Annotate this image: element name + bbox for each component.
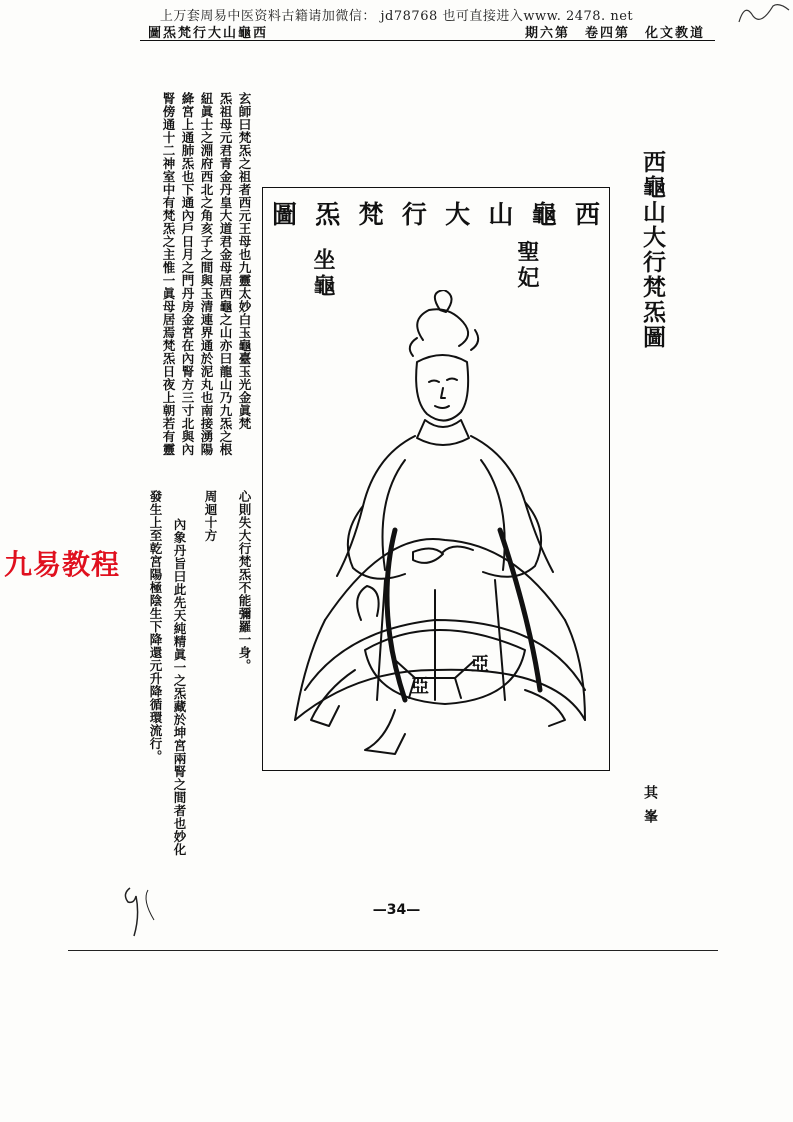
text-column-2: 炁祖母元君青金丹皇大道君金母居西龜之山亦曰龍山乃九炁之根 [218, 92, 233, 456]
plate-title [272, 195, 602, 231]
figure-mark: 亞 [471, 654, 489, 675]
text-column-4: 絳宮上通肺炁也下通內戶日月之門丹房金宮在內腎方三寸北與內 [180, 92, 195, 456]
running-header-issue: 期六第 卷四第 化文教道 [525, 26, 706, 41]
watermark-text: 上万套周易中医资料古籍请加微信： jd78768 也可直接进入www. 2478. net [159, 9, 634, 24]
header-rule [140, 40, 715, 41]
text-column-6: 心則失大行梵炁不能彌羅一身。 [237, 490, 252, 672]
plate-label-consort: 聖妃 [514, 240, 540, 292]
plate-title-char: 行 [401, 200, 429, 229]
plate-title-char: 大 [445, 200, 473, 229]
handwritten-mark [118, 880, 168, 940]
figure-mark: 亞 [411, 676, 429, 697]
plate-title-char: 圖 [272, 200, 300, 229]
plate-label-turtle: 坐龜 [310, 248, 336, 300]
plate-title-char: 炁 [315, 200, 343, 229]
text-column-1: 玄師曰梵炁之祖者西元王母也九靈太妙白玉龜臺玉光金眞梵 [237, 92, 252, 430]
brand-watermark: 九易教程 [4, 548, 121, 581]
side-title: 西龜山大行梵炁圖 [639, 150, 666, 350]
plate-title-char: 梵 [358, 200, 386, 229]
page-number: —34— [372, 902, 421, 918]
text-column-8: 內象丹旨曰此先天純精眞一之炁藏於坤宮兩腎之間者也妙化 [172, 518, 187, 856]
text-column-9: 發生上至乾宮陽極陰生下降還元升降循環流行。 [148, 490, 163, 763]
text-column-7: 周迴十方 [203, 490, 218, 542]
plate-title-char: 龜 [531, 200, 559, 229]
plate-title-char: 西 [574, 200, 602, 229]
footer-rule [68, 950, 718, 951]
corner-scribble [735, 0, 793, 30]
text-column-5: 腎傍通十二神室中有梵炁之主惟一眞母居焉梵炁日夜上朝若有靈 [161, 92, 176, 456]
plate-title-char: 山 [488, 200, 516, 229]
artist-signature: 其峯 [642, 785, 658, 833]
running-header-title: 圖炁梵行大山龜西 [148, 26, 269, 41]
text-column-3: 紐眞士之淵府西北之角亥子之間與玉清連界通於泥丸也南接湧陽 [199, 92, 214, 456]
goddess-on-turtle-illustration [285, 290, 595, 760]
